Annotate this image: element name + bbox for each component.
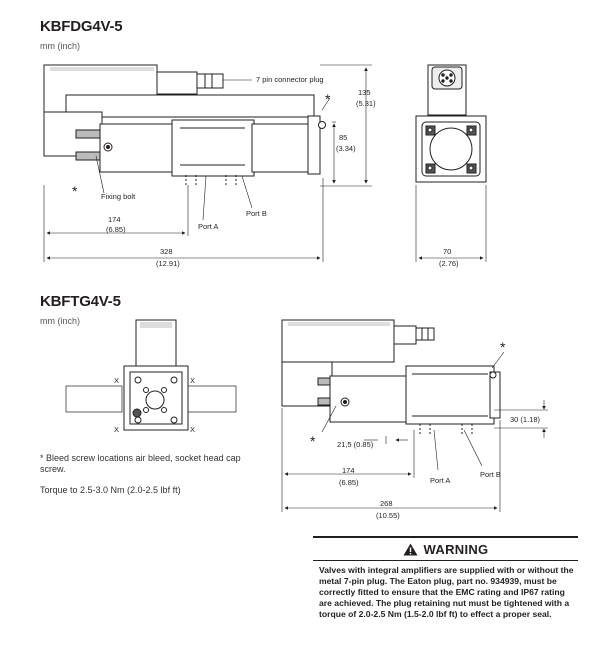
warning-box: [313, 536, 578, 620]
title-kbftg4v5: KBFTG4V-5: [40, 293, 121, 310]
asterisk-mark-3: *: [500, 339, 506, 355]
warning-heading: WARNING: [423, 541, 489, 557]
warning-header: [313, 536, 578, 561]
dim-174-a-in: (6.85): [106, 225, 126, 234]
port-a-label-2: Port A: [430, 476, 451, 485]
port-b-label-1: Port B: [246, 209, 267, 218]
units-label-1: mm (inch): [40, 41, 80, 51]
dim-174-b-in: (6.85): [339, 478, 359, 487]
kbftg-side-view: [282, 320, 500, 436]
dim-328: 328: [160, 247, 173, 256]
asterisk-mark-2: *: [72, 183, 78, 199]
asterisk-mark-1: *: [325, 91, 331, 107]
x-mark-br: X: [190, 425, 196, 434]
x-mark-bl: X: [114, 425, 120, 434]
dim-328-in: (12.91): [156, 259, 180, 268]
dim-70: 70: [443, 247, 452, 256]
dim-30: 30 (1.18): [510, 415, 541, 424]
dim-268: 268: [380, 499, 393, 508]
fixing-bolt-label: Fixing bolt: [101, 192, 136, 201]
solenoid-right: [252, 124, 310, 172]
connector-body: [157, 72, 197, 94]
torque-note: Torque to 2.5-3.0 Nm (2.0-2.5 lbf ft): [40, 485, 181, 495]
kbfdg-end-view: [416, 65, 486, 182]
warning-text: Valves with integral amplifiers are supplied with or without the metal 7-pin plug. The Eaton plug, part no. 934939, must be correctly fitted to ensure that the EMC rating and IP67 rating are achieved. The plug retaining nut must be tightened with a torque of 2.0-2.5 Nm (1.5-2.0 lbf ft) to effect a proper seal.: [319, 565, 574, 619]
dim-174-b: 174: [342, 466, 355, 475]
warning-triangle-icon: [403, 543, 418, 556]
title-kbfdg4v5: KBFDG4V-5: [40, 18, 123, 35]
port-a-label-1: Port A: [198, 222, 219, 231]
x-mark-tl: X: [114, 376, 120, 385]
dim-85-in: (3.34): [336, 144, 356, 153]
asterisk-mark-4: *: [310, 433, 316, 449]
units-label-2: mm (inch): [40, 316, 80, 326]
port-b-label-2: Port B: [480, 470, 501, 479]
dim-174-a: 174: [108, 215, 121, 224]
dim-268-in: (10.55): [376, 511, 400, 520]
connector-plug: [197, 74, 223, 88]
x-mark-tr: X: [190, 376, 196, 385]
dim-85: 85: [339, 133, 348, 142]
dim-135: 135: [358, 88, 371, 97]
kbftg-end-view: [66, 320, 236, 430]
dim-21-5: 21,5 (0.85): [337, 440, 374, 449]
dim-135-in: (5.31): [356, 99, 376, 108]
dim-70-in: (2.76): [439, 259, 459, 268]
connector-label: 7 pin connector plug: [256, 75, 324, 84]
bleed-note: * Bleed screw locations air bleed, socket head cap screw.: [40, 453, 241, 474]
